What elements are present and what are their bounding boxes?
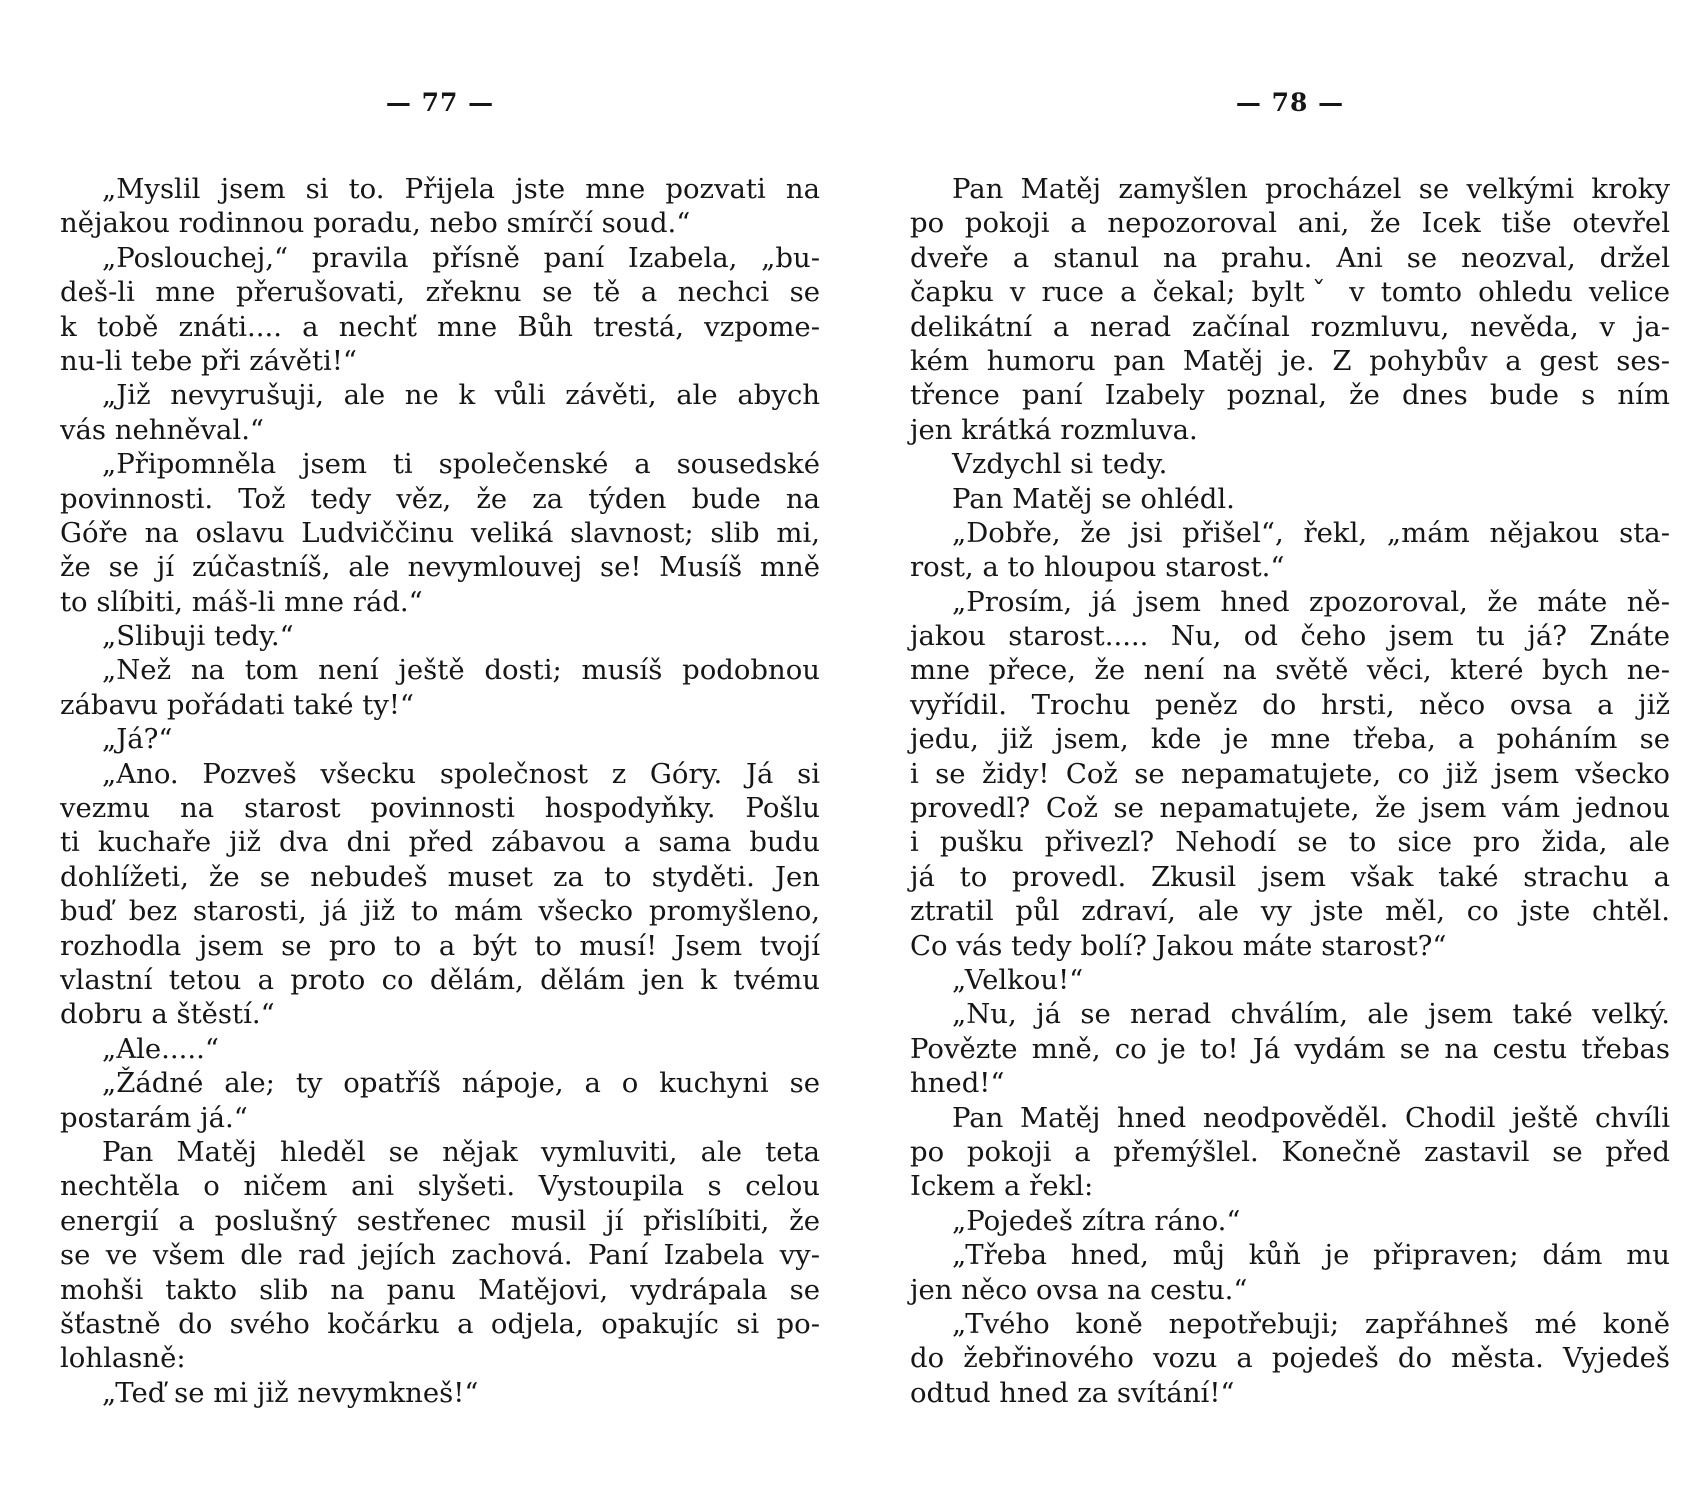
text-line: „Připomněla jsem ti společenské a sousedské xyxy=(102,448,820,481)
text-line: „Žádné ale; ty opatříš nápoje, a o kuchyni se xyxy=(102,1067,820,1100)
text-line: energií a poslušný sestřenec musil jí přislíbiti, že xyxy=(60,1204,820,1237)
text-line: vás nehněval.“ xyxy=(60,413,264,446)
text-line: Pan Matěj hned neodpověděl. Chodil ještě chvíli xyxy=(952,1101,1670,1134)
page-number-78: — 78 — xyxy=(1235,88,1345,117)
text-line: „Než na tom není ještě dosti; musíš podobnou xyxy=(102,654,820,687)
right-page xyxy=(910,0,1670,1500)
text-line: „Ale.....“ xyxy=(102,1032,219,1065)
text-line: vyřídil. Trochu peněz do hrsti, něco ovsa a již xyxy=(910,688,1670,721)
text-line: hned!“ xyxy=(910,1067,1005,1100)
text-line: „Teď se mi již nevymkneš!“ xyxy=(102,1376,479,1409)
text-line: Ickem a řekl: xyxy=(910,1170,1094,1203)
text-line: mne přece, že není na světě věci, které bych ne- xyxy=(910,654,1670,687)
text-line: „Velkou!“ xyxy=(952,963,1084,996)
left-page xyxy=(60,0,820,1500)
text-line: mohši takto slib na panu Matějovi, vydrápala se xyxy=(60,1273,820,1306)
text-line: zábavu pořádati také ty!“ xyxy=(60,688,414,721)
text-line: to slíbiti, máš-li mne rád.“ xyxy=(60,585,423,618)
text-line: Pan Matěj se ohlédl. xyxy=(952,482,1235,515)
text-line: vezmu na starost povinnosti hospodyňky. Pošlu xyxy=(60,792,820,825)
text-line: postarám já.“ xyxy=(60,1101,248,1134)
text-line: „Dobře, že jsi přišel“, řekl, „mám nějakou sta- xyxy=(952,516,1670,549)
text-line: nějakou rodinnou poradu, nebo smírčí soud.“ xyxy=(60,207,691,240)
text-line: „Prosím, já jsem hned zpozoroval, že máte ně- xyxy=(952,585,1670,618)
text-line: „Já?“ xyxy=(102,723,173,756)
text-line: delikátní a nerad začínal rozmluvu, nevěda, v ja- xyxy=(910,310,1670,343)
text-line: „Poslouchej,“ pravila přísně paní Izabela, „bu- xyxy=(102,241,820,274)
text-line: jedu, již jsem, kde je mne třeba, a poháním se xyxy=(910,723,1670,756)
text-line: kém humoru pan Matěj je. Z pohybův a gest ses- xyxy=(910,344,1670,377)
text-line: ti kuchaře již dva dni před zábavou a sama budu xyxy=(60,826,820,859)
text-line: jen něco ovsa na cestu.“ xyxy=(910,1273,1248,1306)
text-line: dohlížeti, že se nebudeš muset za to styděti. Jen xyxy=(60,860,820,893)
text-line: že se jí zúčastníš, ale nevymlouvej se! Musíš mně xyxy=(60,551,820,584)
text-line: „Již nevyrušuji, ale ne k vůli závěti, ale abych xyxy=(102,379,820,412)
page-number-77: — 77 — xyxy=(385,88,495,117)
text-line: povinnosti. Tož tedy věz, že za týden bude na xyxy=(60,482,820,515)
right-page-text xyxy=(910,172,1670,1410)
text-line: po pokoji a nepozoroval ani, že Icek tiše otevřel xyxy=(910,207,1670,240)
text-line: šťastně do svého kočárku a odjela, opakujíc si po- xyxy=(60,1307,820,1340)
text-line: buď bez starosti, já již to mám všecko promyšleno, xyxy=(60,895,820,928)
text-line: i se židy! Což se nepamatujete, co již jsem všecko xyxy=(910,757,1670,790)
text-line: se ve všem dle rad jejích zachová. Paní Izabela vy- xyxy=(60,1239,820,1272)
text-line: rozhodla jsem se pro to a být to musí! Jsem tvojí xyxy=(60,929,820,962)
text-line: Góře na oslavu Ludviččinu veliká slavnost; slib mi, xyxy=(60,516,820,549)
text-line: já to provedl. Zkusil jsem však také strachu a xyxy=(910,860,1670,893)
text-line: vlastní tetou a proto co dělám, dělám jen k tvému xyxy=(60,963,820,996)
text-line: odtud hned za svítání!“ xyxy=(910,1376,1235,1409)
text-line: ztratil půl zdraví, ale vy jste měl, co jste chtěl. xyxy=(910,895,1670,928)
text-line: k tobě znáti.... a nechť mne Bůh trestá, vzpome- xyxy=(60,310,820,343)
text-line: rost, a to hloupou starost.“ xyxy=(910,551,1285,584)
text-line: třence paní Izabely poznal, že dnes bude s ním xyxy=(910,379,1670,412)
text-line: Vzdychl si tedy. xyxy=(952,448,1168,481)
text-line: jakou starost..... Nu, od čeho jsem tu já? Znáte xyxy=(910,620,1670,653)
text-line: čapku v ruce a čekal; byltˇ v tomto ohledu velice xyxy=(910,276,1670,309)
text-line: jen krátká rozmluva. xyxy=(910,413,1198,446)
text-line: „Myslil jsem si to. Přijela jste mne pozvati na xyxy=(102,173,820,205)
text-line: „Nu, já se nerad chválím, ale jsem také velký. xyxy=(952,998,1670,1031)
text-line: deš-li mne přerušovati, zřeknu se tě a nechci se xyxy=(60,276,820,309)
text-line: Povězte mně, co je to! Já vydám se na cestu třebas xyxy=(910,1032,1670,1065)
text-line: Pan Matěj zamyšlen procházel se velkými kroky xyxy=(952,173,1670,205)
text-line: nu-li tebe při závěti!“ xyxy=(60,344,357,377)
text-line: „Pojedeš zítra ráno.“ xyxy=(952,1204,1241,1237)
text-line: po pokoji a přemýšlel. Konečně zastavil se před xyxy=(910,1135,1670,1168)
text-line: do žebřinového vozu a pojedeš do města. Vyjedeš xyxy=(910,1342,1670,1375)
text-line: Co vás tedy bolí? Jakou máte starost?“ xyxy=(910,929,1447,962)
text-line: „Ano. Pozveš všecku společnost z Góry. Já si xyxy=(102,757,820,790)
text-line: dobru a štěstí.“ xyxy=(60,998,275,1031)
text-line: „Slibuji tedy.“ xyxy=(102,620,294,653)
text-line: nechtěla o ničem ani slyšeti. Vystoupila s celou xyxy=(60,1170,820,1203)
text-line: provedl? Což se nepamatujete, že jsem vám jednou xyxy=(910,792,1670,825)
text-line: lohlasně: xyxy=(60,1342,186,1375)
text-line: „Třeba hned, můj kůň je připraven; dám mu xyxy=(952,1239,1670,1272)
text-line: i pušku přivezl? Nehodí se to sice pro žida, ale xyxy=(910,826,1670,859)
left-page-text xyxy=(60,172,820,1410)
text-line: dveře a stanul na prahu. Ani se neozval, držel xyxy=(910,241,1670,274)
text-line: Pan Matěj hleděl se nějak vymluviti, ale teta xyxy=(102,1135,820,1168)
text-line: „Tvého koně nepotřebuji; zapřáhneš mé koně xyxy=(952,1307,1670,1340)
